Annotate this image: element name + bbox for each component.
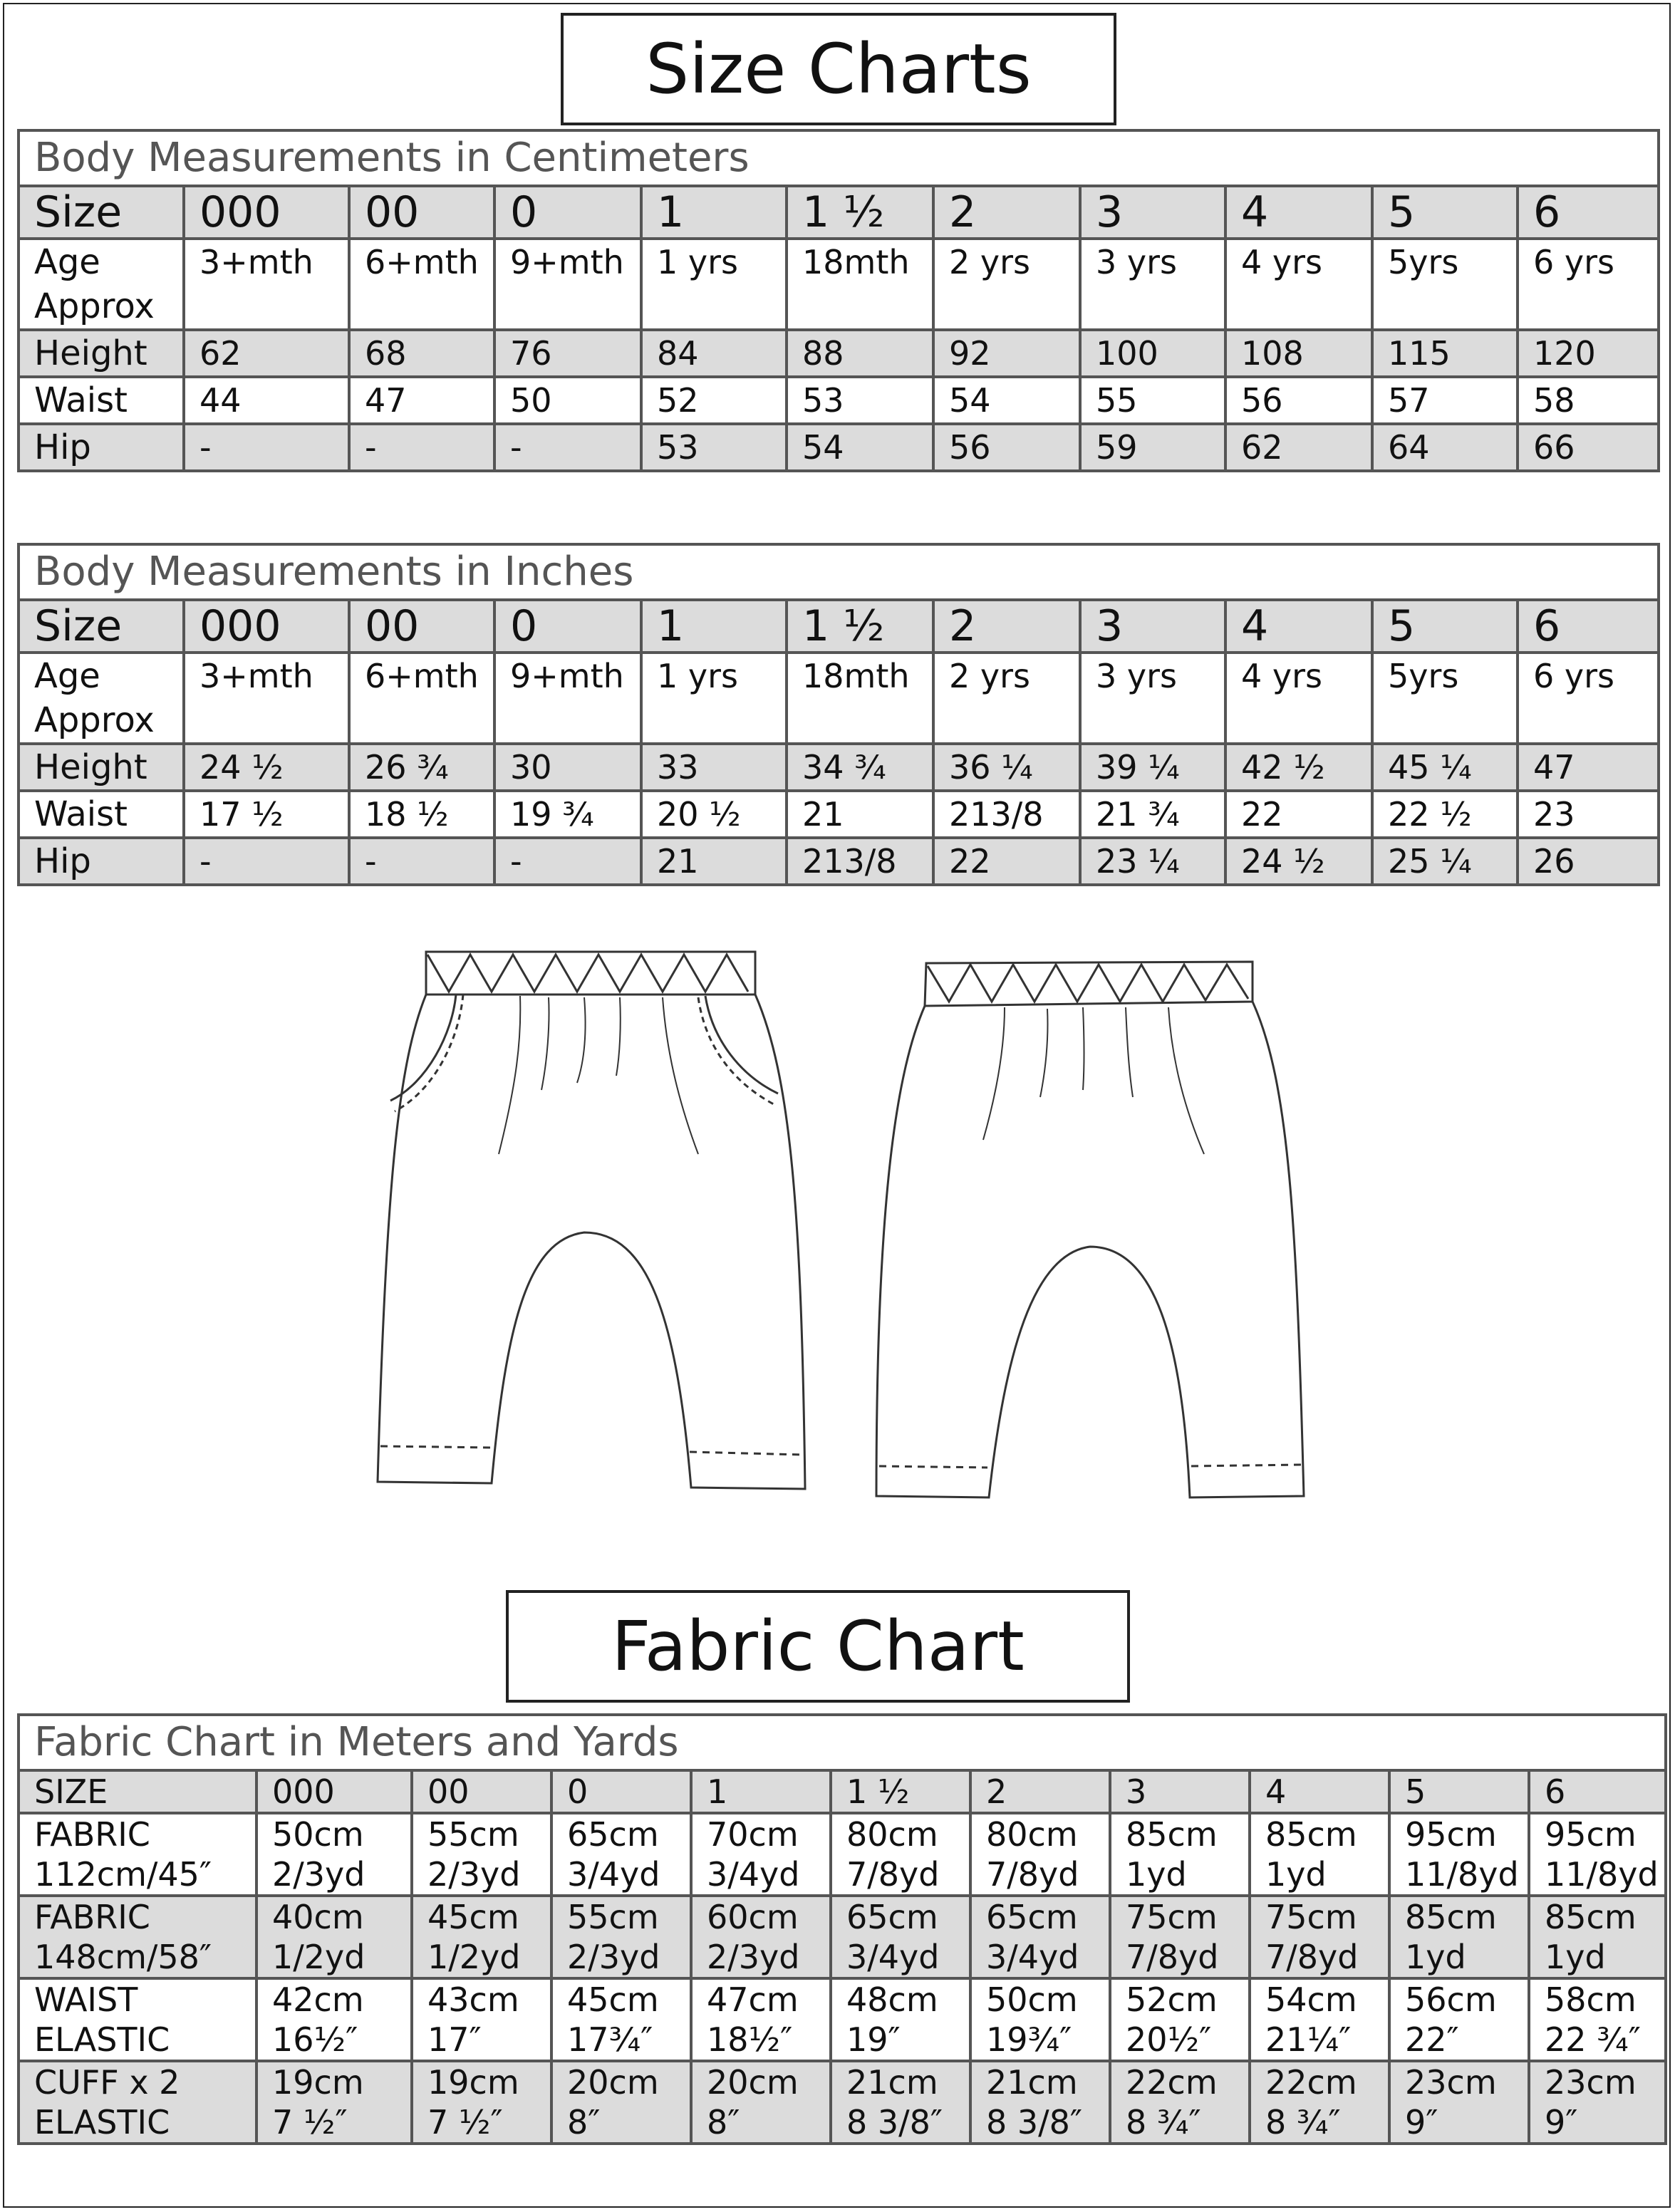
metric-value: 40cm — [272, 1898, 364, 1936]
header-cell: 000 — [184, 186, 349, 239]
metric-value: 65cm — [986, 1898, 1078, 1936]
fabric-value-cell — [1250, 1978, 1389, 2061]
value-cell: 25 ¼ — [1372, 838, 1518, 885]
row-label-line1: CUFF x 2 — [34, 2063, 180, 2102]
imperial-value: 7/8yd — [1265, 1938, 1359, 1976]
age-cell: 3 yrs — [1080, 653, 1225, 744]
metric-value: 70cm — [707, 1815, 799, 1854]
imperial-value: 17¾″ — [567, 2020, 653, 2059]
metric-value: 95cm — [1545, 1815, 1637, 1854]
fabric-value-cell — [1250, 1896, 1389, 1978]
fabric-row — [19, 1896, 1666, 1978]
metric-value: 50cm — [272, 1815, 364, 1854]
fabric-value-cell — [1110, 2061, 1250, 2144]
imperial-value: 17″ — [427, 2020, 482, 2059]
header-cell: 4 — [1225, 186, 1372, 239]
imperial-value: 8″ — [707, 2103, 740, 2141]
metric-value: 47cm — [707, 1980, 799, 2019]
fabric-value-cell — [831, 1978, 970, 2061]
inch-height-row — [19, 744, 1659, 791]
value-cell: 19 ¾ — [494, 791, 641, 838]
value-cell: 17 ½ — [184, 791, 349, 838]
value-cell: 100 — [1080, 330, 1225, 377]
row-label: Hip — [19, 424, 184, 471]
fabric-value-cell — [256, 1978, 412, 2061]
value-cell: 47 — [349, 377, 494, 424]
metric-value: 58cm — [1545, 1980, 1637, 2019]
age-cell: 3 yrs — [1080, 239, 1225, 330]
inch-waist-row — [19, 791, 1659, 838]
inch-age-row — [19, 653, 1659, 744]
imperial-value: 8 3/8″ — [986, 2103, 1083, 2141]
inch-hip-row — [19, 838, 1659, 885]
age-cell: 2 yrs — [933, 239, 1080, 330]
value-cell: 21 — [641, 838, 787, 885]
fabric-value-cell — [691, 2061, 831, 2144]
fabric-value-cell — [412, 2061, 551, 2144]
fabric-row-label — [19, 1896, 256, 1978]
cm-waist-row — [19, 377, 1659, 424]
imperial-value: 8 ¾″ — [1126, 2103, 1201, 2141]
header-cell: 3 — [1080, 186, 1225, 239]
row-label: Height — [19, 744, 184, 791]
header-cell: Size — [19, 186, 184, 239]
age-cell: 9+mth — [494, 239, 641, 330]
value-cell: 34 ¾ — [787, 744, 933, 791]
metric-value: 85cm — [1126, 1815, 1218, 1854]
value-cell: 23 ¼ — [1080, 838, 1225, 885]
pants-front-icon — [370, 940, 826, 1503]
metric-value: 43cm — [427, 1980, 519, 2019]
metric-value: 75cm — [1265, 1898, 1357, 1936]
value-cell: 23 — [1518, 791, 1659, 838]
metric-value: 55cm — [427, 1815, 519, 1854]
imperial-value: 1yd — [1545, 1938, 1606, 1976]
fabric-row — [19, 2061, 1666, 2144]
value-cell: 62 — [1225, 424, 1372, 471]
value-cell: 18 ½ — [349, 791, 494, 838]
size-charts-title: Size Charts — [645, 29, 1032, 109]
value-cell: 55 — [1080, 377, 1225, 424]
value-cell: 64 — [1372, 424, 1518, 471]
header-cell: 4 — [1250, 1770, 1389, 1813]
fabric-value-cell — [412, 1896, 551, 1978]
fabric-value-cell — [831, 1896, 970, 1978]
imperial-value: 2/3yd — [707, 1938, 800, 1976]
fabric-value-cell — [691, 1978, 831, 2061]
value-cell: 30 — [494, 744, 641, 791]
fabric-table-caption: Fabric Chart in Meters and Yards — [19, 1715, 1666, 1770]
cm-age-row — [19, 239, 1659, 330]
row-label: Hip — [19, 838, 184, 885]
header-cell: 00 — [349, 600, 494, 653]
imperial-value: 9″ — [1405, 2103, 1438, 2141]
fabric-row-label — [19, 1813, 256, 1896]
fabric-value-cell — [831, 1813, 970, 1896]
fabric-table — [17, 1713, 1667, 2145]
cm-height-row — [19, 330, 1659, 377]
row-label-line1: WAIST — [34, 1980, 138, 2019]
header-cell: 00 — [412, 1770, 551, 1813]
imperial-value: 2/3yd — [272, 1855, 365, 1894]
value-cell: 56 — [1225, 377, 1372, 424]
fabric-value-cell — [1389, 2061, 1529, 2144]
imperial-value: 8 ¾″ — [1265, 2103, 1341, 2141]
age-cell: 2 yrs — [933, 653, 1080, 744]
inch-measurement-table — [17, 543, 1660, 886]
fabric-header-row — [19, 1770, 1666, 1813]
age-cell: 6+mth — [349, 239, 494, 330]
fabric-value-cell — [1529, 2061, 1666, 2144]
value-cell: 50 — [494, 377, 641, 424]
age-cell: 9+mth — [494, 653, 641, 744]
fabric-row-label — [19, 1978, 256, 2061]
age-label-cell — [19, 653, 184, 744]
value-cell: 52 — [641, 377, 787, 424]
fabric-value-cell — [1110, 1978, 1250, 2061]
fabric-value-cell — [551, 1813, 691, 1896]
metric-value: 20cm — [567, 2063, 659, 2102]
metric-value: 85cm — [1545, 1898, 1637, 1936]
fabric-row-label — [19, 2061, 256, 2144]
header-cell: 1 ½ — [787, 600, 933, 653]
metric-value: 65cm — [846, 1898, 938, 1936]
metric-value: 21cm — [846, 2063, 938, 2102]
imperial-value: 1yd — [1405, 1938, 1466, 1976]
age-cell: 1 yrs — [641, 239, 787, 330]
value-cell: 66 — [1518, 424, 1659, 471]
metric-value: 85cm — [1405, 1898, 1497, 1936]
imperial-value: 9″ — [1545, 2103, 1578, 2141]
metric-value: 23cm — [1545, 2063, 1637, 2102]
value-cell: 213/8 — [933, 791, 1080, 838]
fabric-chart-title: Fabric Chart — [611, 1606, 1025, 1686]
fabric-row — [19, 1978, 1666, 2061]
metric-value: 75cm — [1126, 1898, 1218, 1936]
pants-back-icon — [862, 955, 1318, 1510]
header-cell: 6 — [1518, 600, 1659, 653]
approx-label: Approx — [34, 700, 155, 740]
cm-hip-row — [19, 424, 1659, 471]
value-cell: 33 — [641, 744, 787, 791]
metric-value: 45cm — [427, 1898, 519, 1936]
header-cell: 6 — [1518, 186, 1659, 239]
cm-measurement-table — [17, 129, 1660, 472]
value-cell: 47 — [1518, 744, 1659, 791]
header-cell: 000 — [256, 1770, 412, 1813]
metric-value: 48cm — [846, 1980, 938, 2019]
metric-value: 80cm — [986, 1815, 1078, 1854]
row-label-line2: ELASTIC — [34, 2103, 170, 2141]
value-cell: 20 ½ — [641, 791, 787, 838]
cm-table-caption: Body Measurements in Centimeters — [19, 130, 1659, 186]
age-cell: 6+mth — [349, 653, 494, 744]
fabric-value-cell — [691, 1896, 831, 1978]
imperial-value: 7/8yd — [846, 1855, 940, 1894]
metric-value: 65cm — [567, 1815, 659, 1854]
metric-value: 56cm — [1405, 1980, 1497, 2019]
row-label-line1: FABRIC — [34, 1898, 150, 1936]
header-cell: 1 ½ — [787, 186, 933, 239]
value-cell: 115 — [1372, 330, 1518, 377]
value-cell: 76 — [494, 330, 641, 377]
imperial-value: 1yd — [1126, 1855, 1187, 1894]
age-cell: 5yrs — [1372, 653, 1518, 744]
metric-value: 54cm — [1265, 1980, 1357, 2019]
value-cell: - — [494, 838, 641, 885]
fabric-value-cell — [1529, 1896, 1666, 1978]
fabric-value-cell — [256, 2061, 412, 2144]
age-cell: 6 yrs — [1518, 653, 1659, 744]
value-cell: 57 — [1372, 377, 1518, 424]
imperial-value: 3/4yd — [986, 1938, 1079, 1976]
age-cell: 18mth — [787, 239, 933, 330]
imperial-value: 1/2yd — [272, 1938, 365, 1976]
metric-value: 22cm — [1265, 2063, 1357, 2102]
metric-value: 19cm — [272, 2063, 364, 2102]
header-cell: 5 — [1372, 186, 1518, 239]
header-cell: 1 — [691, 1770, 831, 1813]
metric-value: 55cm — [567, 1898, 659, 1936]
imperial-value: 2/3yd — [567, 1938, 660, 1976]
imperial-value: 11/8yd — [1405, 1855, 1519, 1894]
age-cell: 6 yrs — [1518, 239, 1659, 330]
metric-value: 45cm — [567, 1980, 659, 2019]
inch-table-caption: Body Measurements in Inches — [19, 544, 1659, 600]
value-cell: 88 — [787, 330, 933, 377]
age-cell: 3+mth — [184, 653, 349, 744]
value-cell: 26 — [1518, 838, 1659, 885]
imperial-value: 7/8yd — [1126, 1938, 1219, 1976]
value-cell: - — [494, 424, 641, 471]
metric-value: 85cm — [1265, 1815, 1357, 1854]
imperial-value: 8″ — [567, 2103, 601, 2141]
fabric-value-cell — [412, 1978, 551, 2061]
age-cell: 4 yrs — [1225, 653, 1372, 744]
fabric-value-cell — [412, 1813, 551, 1896]
header-cell: 1 — [641, 600, 787, 653]
header-cell: 3 — [1110, 1770, 1250, 1813]
value-cell: 24 ½ — [1225, 838, 1372, 885]
value-cell: 22 — [933, 838, 1080, 885]
metric-value: 42cm — [272, 1980, 364, 2019]
fabric-value-cell — [551, 2061, 691, 2144]
value-cell: 213/8 — [787, 838, 933, 885]
header-cell: 00 — [349, 186, 494, 239]
metric-value: 95cm — [1405, 1815, 1497, 1854]
row-label-line2: 112cm/45″ — [34, 1855, 212, 1894]
imperial-value: 16½″ — [272, 2020, 358, 2059]
value-cell: - — [349, 424, 494, 471]
row-label: Waist — [19, 377, 184, 424]
metric-value: 80cm — [846, 1815, 938, 1854]
value-cell: 21 ¾ — [1080, 791, 1225, 838]
header-cell: 0 — [494, 600, 641, 653]
row-label: Height — [19, 330, 184, 377]
age-label: Age — [34, 656, 100, 696]
value-cell: 54 — [787, 424, 933, 471]
imperial-value: 1/2yd — [427, 1938, 521, 1976]
age-cell: 5yrs — [1372, 239, 1518, 330]
value-cell: 62 — [184, 330, 349, 377]
value-cell: 22 ½ — [1372, 791, 1518, 838]
fabric-value-cell — [1250, 1813, 1389, 1896]
header-cell: 5 — [1389, 1770, 1529, 1813]
metric-value: 22cm — [1126, 2063, 1218, 2102]
header-cell: 2 — [970, 1770, 1110, 1813]
row-label-line2: ELASTIC — [34, 2020, 170, 2059]
fabric-value-cell — [1389, 1896, 1529, 1978]
header-cell: 000 — [184, 600, 349, 653]
value-cell: 84 — [641, 330, 787, 377]
inch-header-row — [19, 600, 1659, 653]
imperial-value: 21¼″ — [1265, 2020, 1352, 2059]
age-cell: 4 yrs — [1225, 239, 1372, 330]
header-cell: 3 — [1080, 600, 1225, 653]
fabric-value-cell — [970, 1896, 1110, 1978]
fabric-value-cell — [831, 2061, 970, 2144]
value-cell: 54 — [933, 377, 1080, 424]
fabric-value-cell — [970, 2061, 1110, 2144]
size-charts-title-box — [561, 13, 1116, 125]
imperial-value: 22″ — [1405, 2020, 1459, 2059]
metric-value: 60cm — [707, 1898, 799, 1936]
value-cell: 21 — [787, 791, 933, 838]
row-label-line1: FABRIC — [34, 1815, 150, 1854]
header-cell: SIZE — [19, 1770, 256, 1813]
imperial-value: 7/8yd — [986, 1855, 1079, 1894]
fabric-value-cell — [1110, 1813, 1250, 1896]
fabric-row — [19, 1813, 1666, 1896]
header-cell: 0 — [494, 186, 641, 239]
value-cell: - — [349, 838, 494, 885]
fabric-value-cell — [1529, 1813, 1666, 1896]
fabric-value-cell — [970, 1978, 1110, 2061]
value-cell: 58 — [1518, 377, 1659, 424]
approx-label: Approx — [34, 286, 155, 326]
value-cell: 68 — [349, 330, 494, 377]
metric-value: 20cm — [707, 2063, 799, 2102]
header-cell: 0 — [551, 1770, 691, 1813]
fabric-value-cell — [1389, 1978, 1529, 2061]
imperial-value: 3/4yd — [567, 1855, 660, 1894]
imperial-value: 22 ¾″ — [1545, 2020, 1641, 2059]
header-cell: 2 — [933, 186, 1080, 239]
fabric-value-cell — [256, 1813, 412, 1896]
value-cell: 45 ¼ — [1372, 744, 1518, 791]
row-label-line2: 148cm/58″ — [34, 1938, 212, 1976]
value-cell: 26 ¾ — [349, 744, 494, 791]
fabric-value-cell — [970, 1813, 1110, 1896]
imperial-value: 19″ — [846, 2020, 901, 2059]
metric-value: 19cm — [427, 2063, 519, 2102]
imperial-value: 11/8yd — [1545, 1855, 1659, 1894]
cm-header-row — [19, 186, 1659, 239]
value-cell: 24 ½ — [184, 744, 349, 791]
imperial-value: 3/4yd — [707, 1855, 800, 1894]
value-cell: - — [184, 838, 349, 885]
value-cell: 44 — [184, 377, 349, 424]
imperial-value: 19¾″ — [986, 2020, 1072, 2059]
age-cell: 18mth — [787, 653, 933, 744]
fabric-value-cell — [691, 1813, 831, 1896]
value-cell: 22 — [1225, 791, 1372, 838]
age-label: Age — [34, 242, 100, 282]
header-cell: 6 — [1529, 1770, 1666, 1813]
value-cell: 39 ¼ — [1080, 744, 1225, 791]
metric-value: 50cm — [986, 1980, 1078, 2019]
value-cell: 59 — [1080, 424, 1225, 471]
header-cell: 2 — [933, 600, 1080, 653]
age-cell: 3+mth — [184, 239, 349, 330]
imperial-value: 2/3yd — [427, 1855, 521, 1894]
imperial-value: 1yd — [1265, 1855, 1327, 1894]
value-cell: - — [184, 424, 349, 471]
value-cell: 120 — [1518, 330, 1659, 377]
fabric-value-cell — [1110, 1896, 1250, 1978]
fabric-value-cell — [1389, 1813, 1529, 1896]
fabric-value-cell — [256, 1896, 412, 1978]
row-label: Waist — [19, 791, 184, 838]
fabric-value-cell — [1529, 1978, 1666, 2061]
metric-value: 52cm — [1126, 1980, 1218, 2019]
value-cell: 53 — [787, 377, 933, 424]
header-cell: 1 ½ — [831, 1770, 970, 1813]
fabric-value-cell — [551, 1978, 691, 2061]
fabric-value-cell — [551, 1896, 691, 1978]
imperial-value: 8 3/8″ — [846, 2103, 943, 2141]
age-cell: 1 yrs — [641, 653, 787, 744]
header-cell: 4 — [1225, 600, 1372, 653]
imperial-value: 20½″ — [1126, 2020, 1212, 2059]
header-cell: Size — [19, 600, 184, 653]
imperial-value: 7 ½″ — [272, 2103, 348, 2141]
value-cell: 36 ¼ — [933, 744, 1080, 791]
value-cell: 108 — [1225, 330, 1372, 377]
value-cell: 42 ½ — [1225, 744, 1372, 791]
metric-value: 21cm — [986, 2063, 1078, 2102]
fabric-value-cell — [1250, 2061, 1389, 2144]
value-cell: 56 — [933, 424, 1080, 471]
header-cell: 5 — [1372, 600, 1518, 653]
value-cell: 92 — [933, 330, 1080, 377]
age-label-cell — [19, 239, 184, 330]
value-cell: 53 — [641, 424, 787, 471]
imperial-value: 3/4yd — [846, 1938, 940, 1976]
metric-value: 23cm — [1405, 2063, 1497, 2102]
imperial-value: 18½″ — [707, 2020, 793, 2059]
imperial-value: 7 ½″ — [427, 2103, 503, 2141]
header-cell: 1 — [641, 186, 787, 239]
fabric-chart-title-box — [506, 1590, 1130, 1703]
